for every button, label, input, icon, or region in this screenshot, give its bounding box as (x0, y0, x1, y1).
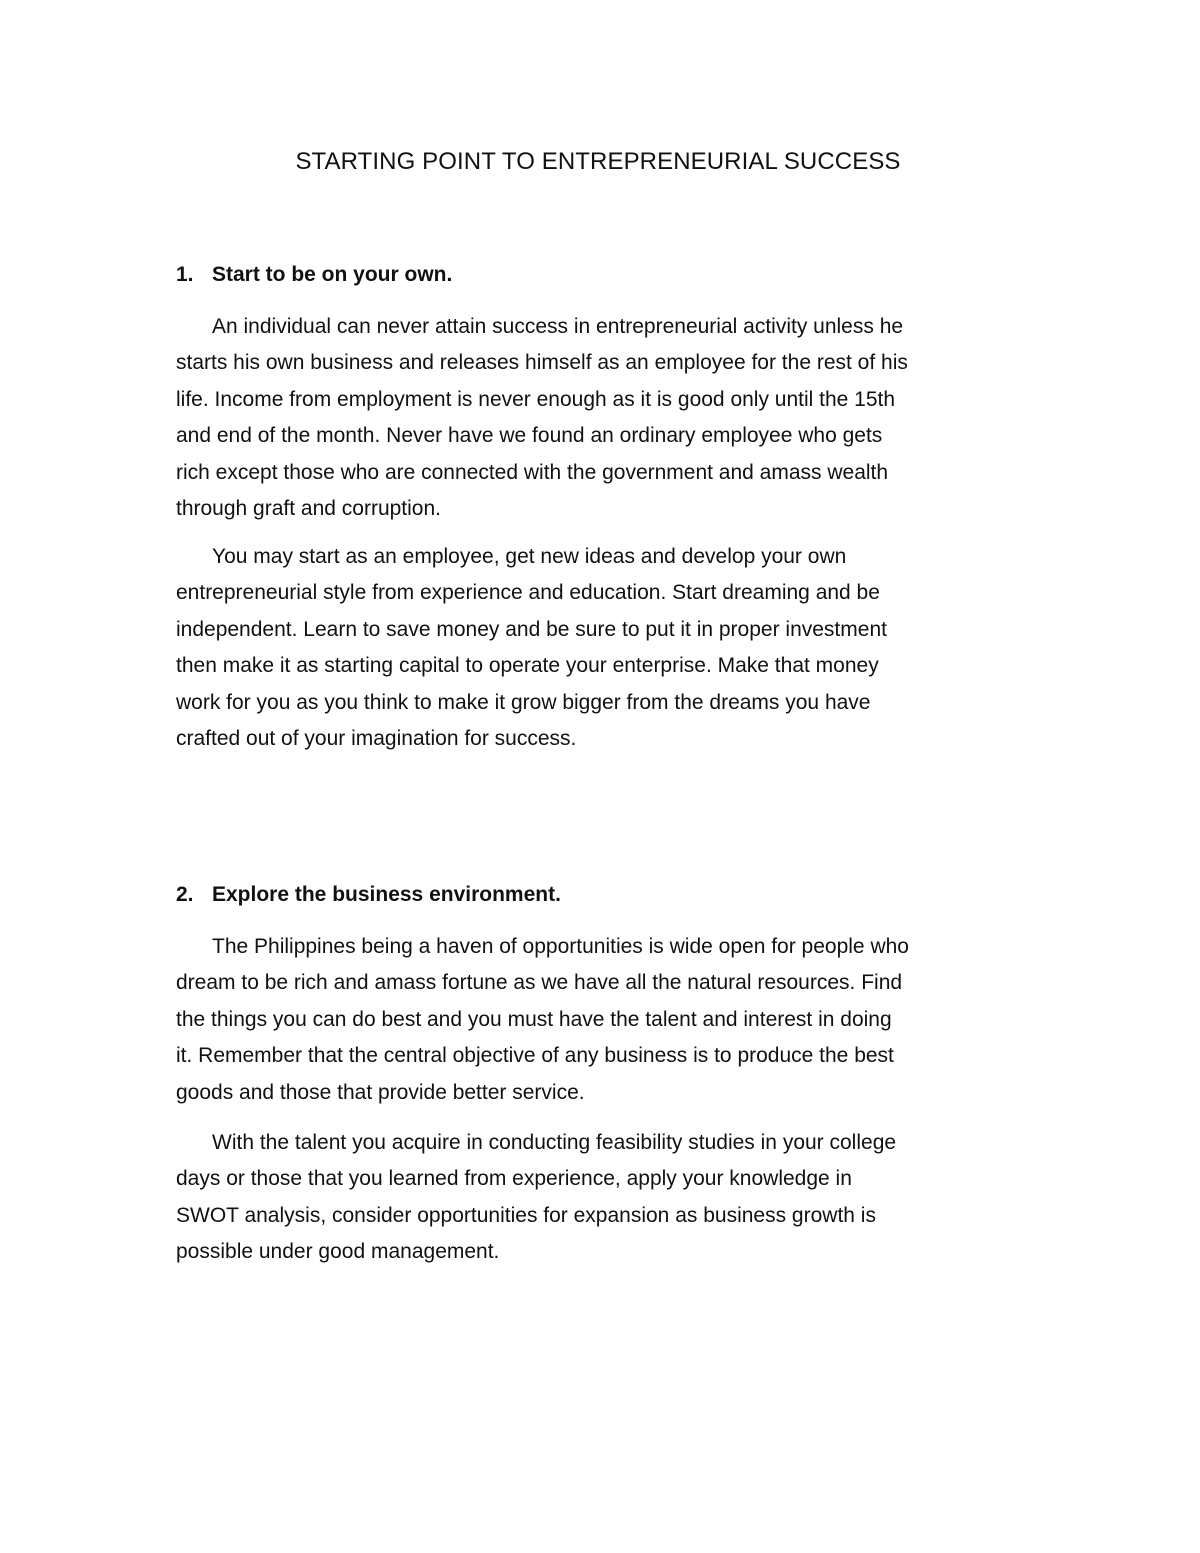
paragraph-line: goods and those that provide better service. (176, 1080, 585, 1104)
paragraph-line: With the talent you acquire in conducting feasibility studies in your college (212, 1131, 897, 1154)
section-heading-text: Start to be on your own. (212, 263, 453, 286)
paragraph-line: rich except those who are connected with the government and amass wealth (176, 460, 889, 484)
paragraph-line: crafted out of your imagination for success. (176, 727, 577, 751)
paragraph-line: it. Remember that the central objective of any business is to produce the best (176, 1044, 894, 1068)
section-heading (176, 880, 561, 910)
paragraph-line: You may start as an employee, get new ideas and develop your own (212, 545, 847, 568)
document-title: STARTING POINT TO ENTREPRENEURIAL SUCCESS (295, 148, 901, 175)
paragraph (176, 1125, 1056, 1271)
paragraph-line: The Philippines being a haven of opportunities is wide open for people who (212, 935, 909, 958)
paragraph-line: dream to be rich and amass fortune as we have all the natural resources. Find (176, 971, 903, 995)
paragraph (176, 539, 1056, 757)
paragraph-line: entrepreneurial style from experience and education. Start dreaming and be (176, 581, 880, 605)
paragraph-line: SWOT analysis, consider opportunities for expansion as business growth is (176, 1203, 876, 1227)
paragraph-line: through graft and corruption. (176, 497, 442, 521)
paragraph-line: work for you as you think to make it grow bigger from the dreams you have (176, 690, 871, 714)
section-heading (176, 260, 452, 290)
paragraph-line: starts his own business and releases himself as an employee for the rest of his (176, 351, 908, 375)
paragraph-line: possible under good management. (176, 1240, 500, 1264)
paragraph-line: independent. Learn to save money and be sure to put it in proper investment (176, 617, 887, 641)
section-number: 1. (176, 263, 194, 286)
section-number: 2. (176, 883, 194, 906)
paragraph-line: the things you can do best and you must have the talent and interest in doing (176, 1007, 892, 1031)
paragraph-line: then make it as starting capital to operate your enterprise. Make that money (176, 654, 879, 678)
paragraph-line: days or those that you learned from experience, apply your knowledge in (176, 1167, 852, 1191)
paragraph (176, 309, 1056, 527)
paragraph (176, 929, 1056, 1111)
paragraph-line: life. Income from employment is never enough as it is good only until the 15th (176, 387, 896, 411)
paragraph-line: and end of the month. Never have we found an ordinary employee who gets (176, 424, 883, 448)
section-heading-text: Explore the business environment. (212, 883, 561, 906)
paragraph-line: An individual can never attain success in entrepreneurial activity unless he (212, 315, 904, 338)
